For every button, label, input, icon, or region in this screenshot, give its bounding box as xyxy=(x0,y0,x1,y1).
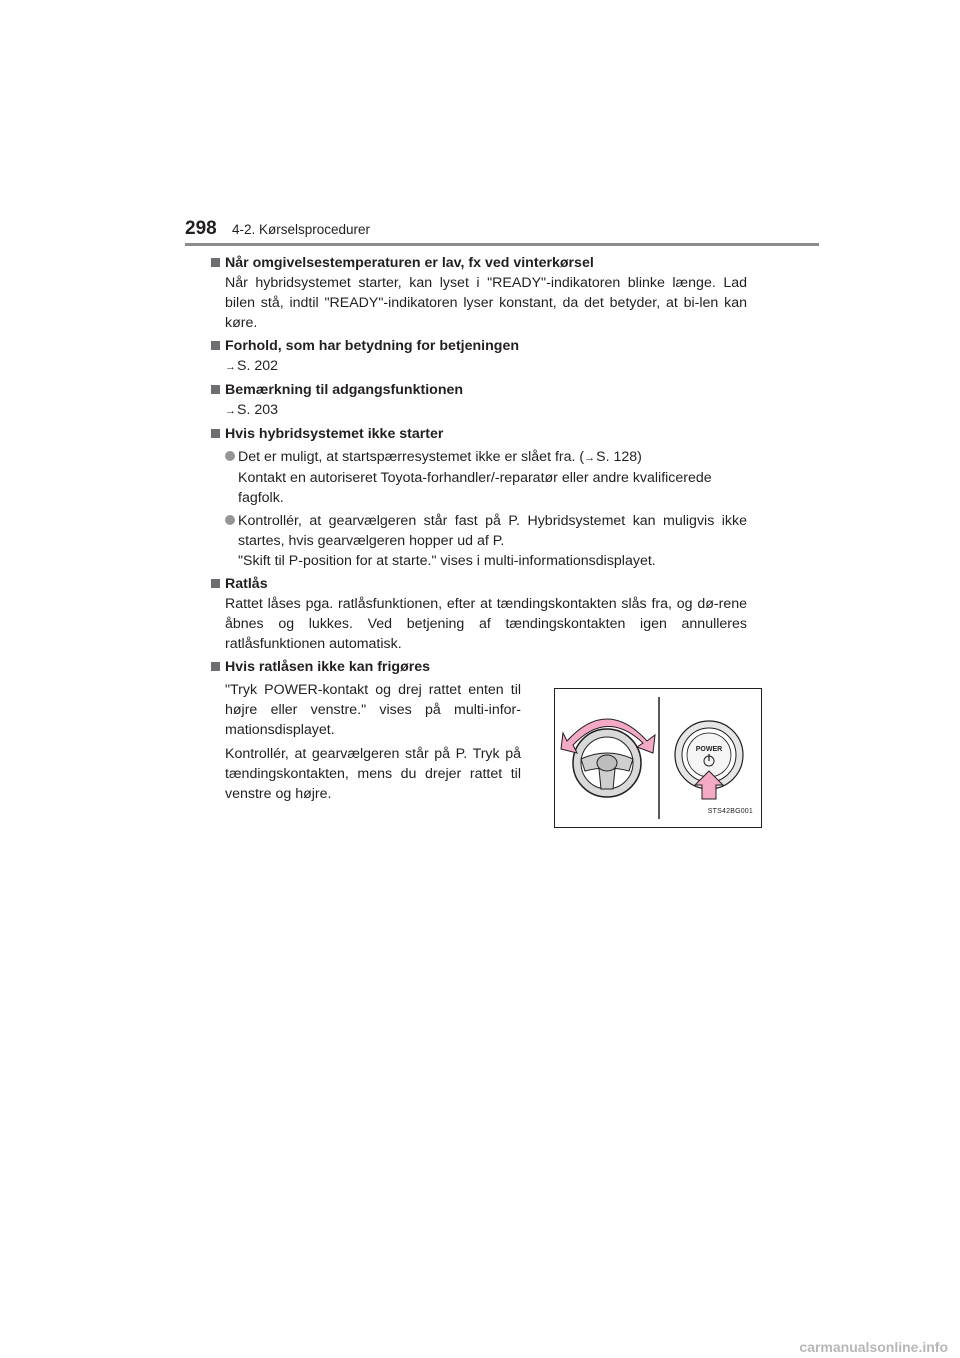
steering-power-figure xyxy=(554,688,762,828)
page-reference[interactable]: S. 202 xyxy=(237,358,279,374)
list-item: Kontrollér, at gearvælgeren står fast på P. Hybridsystemet kan muligvis ikke startes, hvis gearvælgeren hopper ud af P. "Skift til P-position for at starte." vises i multi-informationsdisplayet. xyxy=(225,511,747,571)
round-bullet-icon xyxy=(225,451,235,461)
section-heading: Ratlås xyxy=(225,576,268,592)
section-body: Rattet låses pga. ratlåsfunktionen, efter at tændingskontakten slås fra, og dø-rene åbnes og lukkes. Ved betjening af tændingskontakten igen annulleres ratlåsfunktionen automatisk. xyxy=(225,596,747,652)
square-bullet-icon xyxy=(211,258,220,267)
section-access-function xyxy=(211,380,747,421)
section-body: Når hybridsystemet starter, kan lyset i "READY"-indikatoren blinke længe. Lad bilen stå, indtil "READY"-indikatoren lyser konstant, da det betyder, at bi-len kan køre. xyxy=(225,275,747,331)
section-heading: Hvis ratlåsen ikke kan frigøres xyxy=(225,659,431,675)
list-item: Det er muligt, at startspærresystemet ikke er slået fra. (→S. 128) Kontakt en autoriseret Toyota-forhandler/-reparatør eller andre kvalificerede fagfolk. xyxy=(225,447,747,508)
figure-caption: STS42BG001 xyxy=(707,808,753,815)
section-operating-conditions xyxy=(211,336,747,377)
section-hybrid-not-starting xyxy=(211,424,747,571)
power-button-label: POWER xyxy=(695,746,723,753)
section-steering-lock-release xyxy=(211,657,753,828)
steering-wheel-icon xyxy=(573,729,641,797)
section-heading: Forhold, som har betydning for betjeningen xyxy=(225,338,519,354)
page-content xyxy=(211,253,753,831)
square-bullet-icon xyxy=(211,341,220,350)
section-heading: Når omgivelsestemperaturen er lav, fx ved vinterkørsel xyxy=(225,255,594,271)
square-bullet-icon xyxy=(211,429,220,438)
section-body: "Tryk POWER-kontakt og drej rattet enten til højre eller venstre." vises på multi-infor-mationsdisplayet. xyxy=(225,682,521,738)
square-bullet-icon xyxy=(211,579,220,588)
watermark: carmanualsonline.info xyxy=(799,1339,948,1355)
square-bullet-icon xyxy=(211,662,220,671)
section-heading: Hvis hybridsystemet ikke starter xyxy=(225,426,444,442)
header-rule xyxy=(185,243,819,246)
arrow-right-icon: → xyxy=(584,452,596,464)
section-body: Kontrollér, at gearvælgeren står på P. Tryk på tændingskontakten, mens du drejer rattet til venstre og højre. xyxy=(225,746,521,802)
page-number: 298 xyxy=(185,218,217,239)
section-steering-lock xyxy=(211,574,747,654)
round-bullet-icon xyxy=(225,515,235,525)
section-low-temperature xyxy=(211,253,747,333)
square-bullet-icon xyxy=(211,385,220,394)
arrow-right-icon: → xyxy=(225,361,236,373)
arrow-right-icon: → xyxy=(225,405,236,417)
page-reference[interactable]: S. 128) xyxy=(596,449,642,465)
section-heading: Bemærkning til adgangsfunktionen xyxy=(225,382,464,398)
chapter-title: 4-2. Kørselsprocedurer xyxy=(232,222,371,237)
page-reference[interactable]: S. 203 xyxy=(237,402,279,418)
